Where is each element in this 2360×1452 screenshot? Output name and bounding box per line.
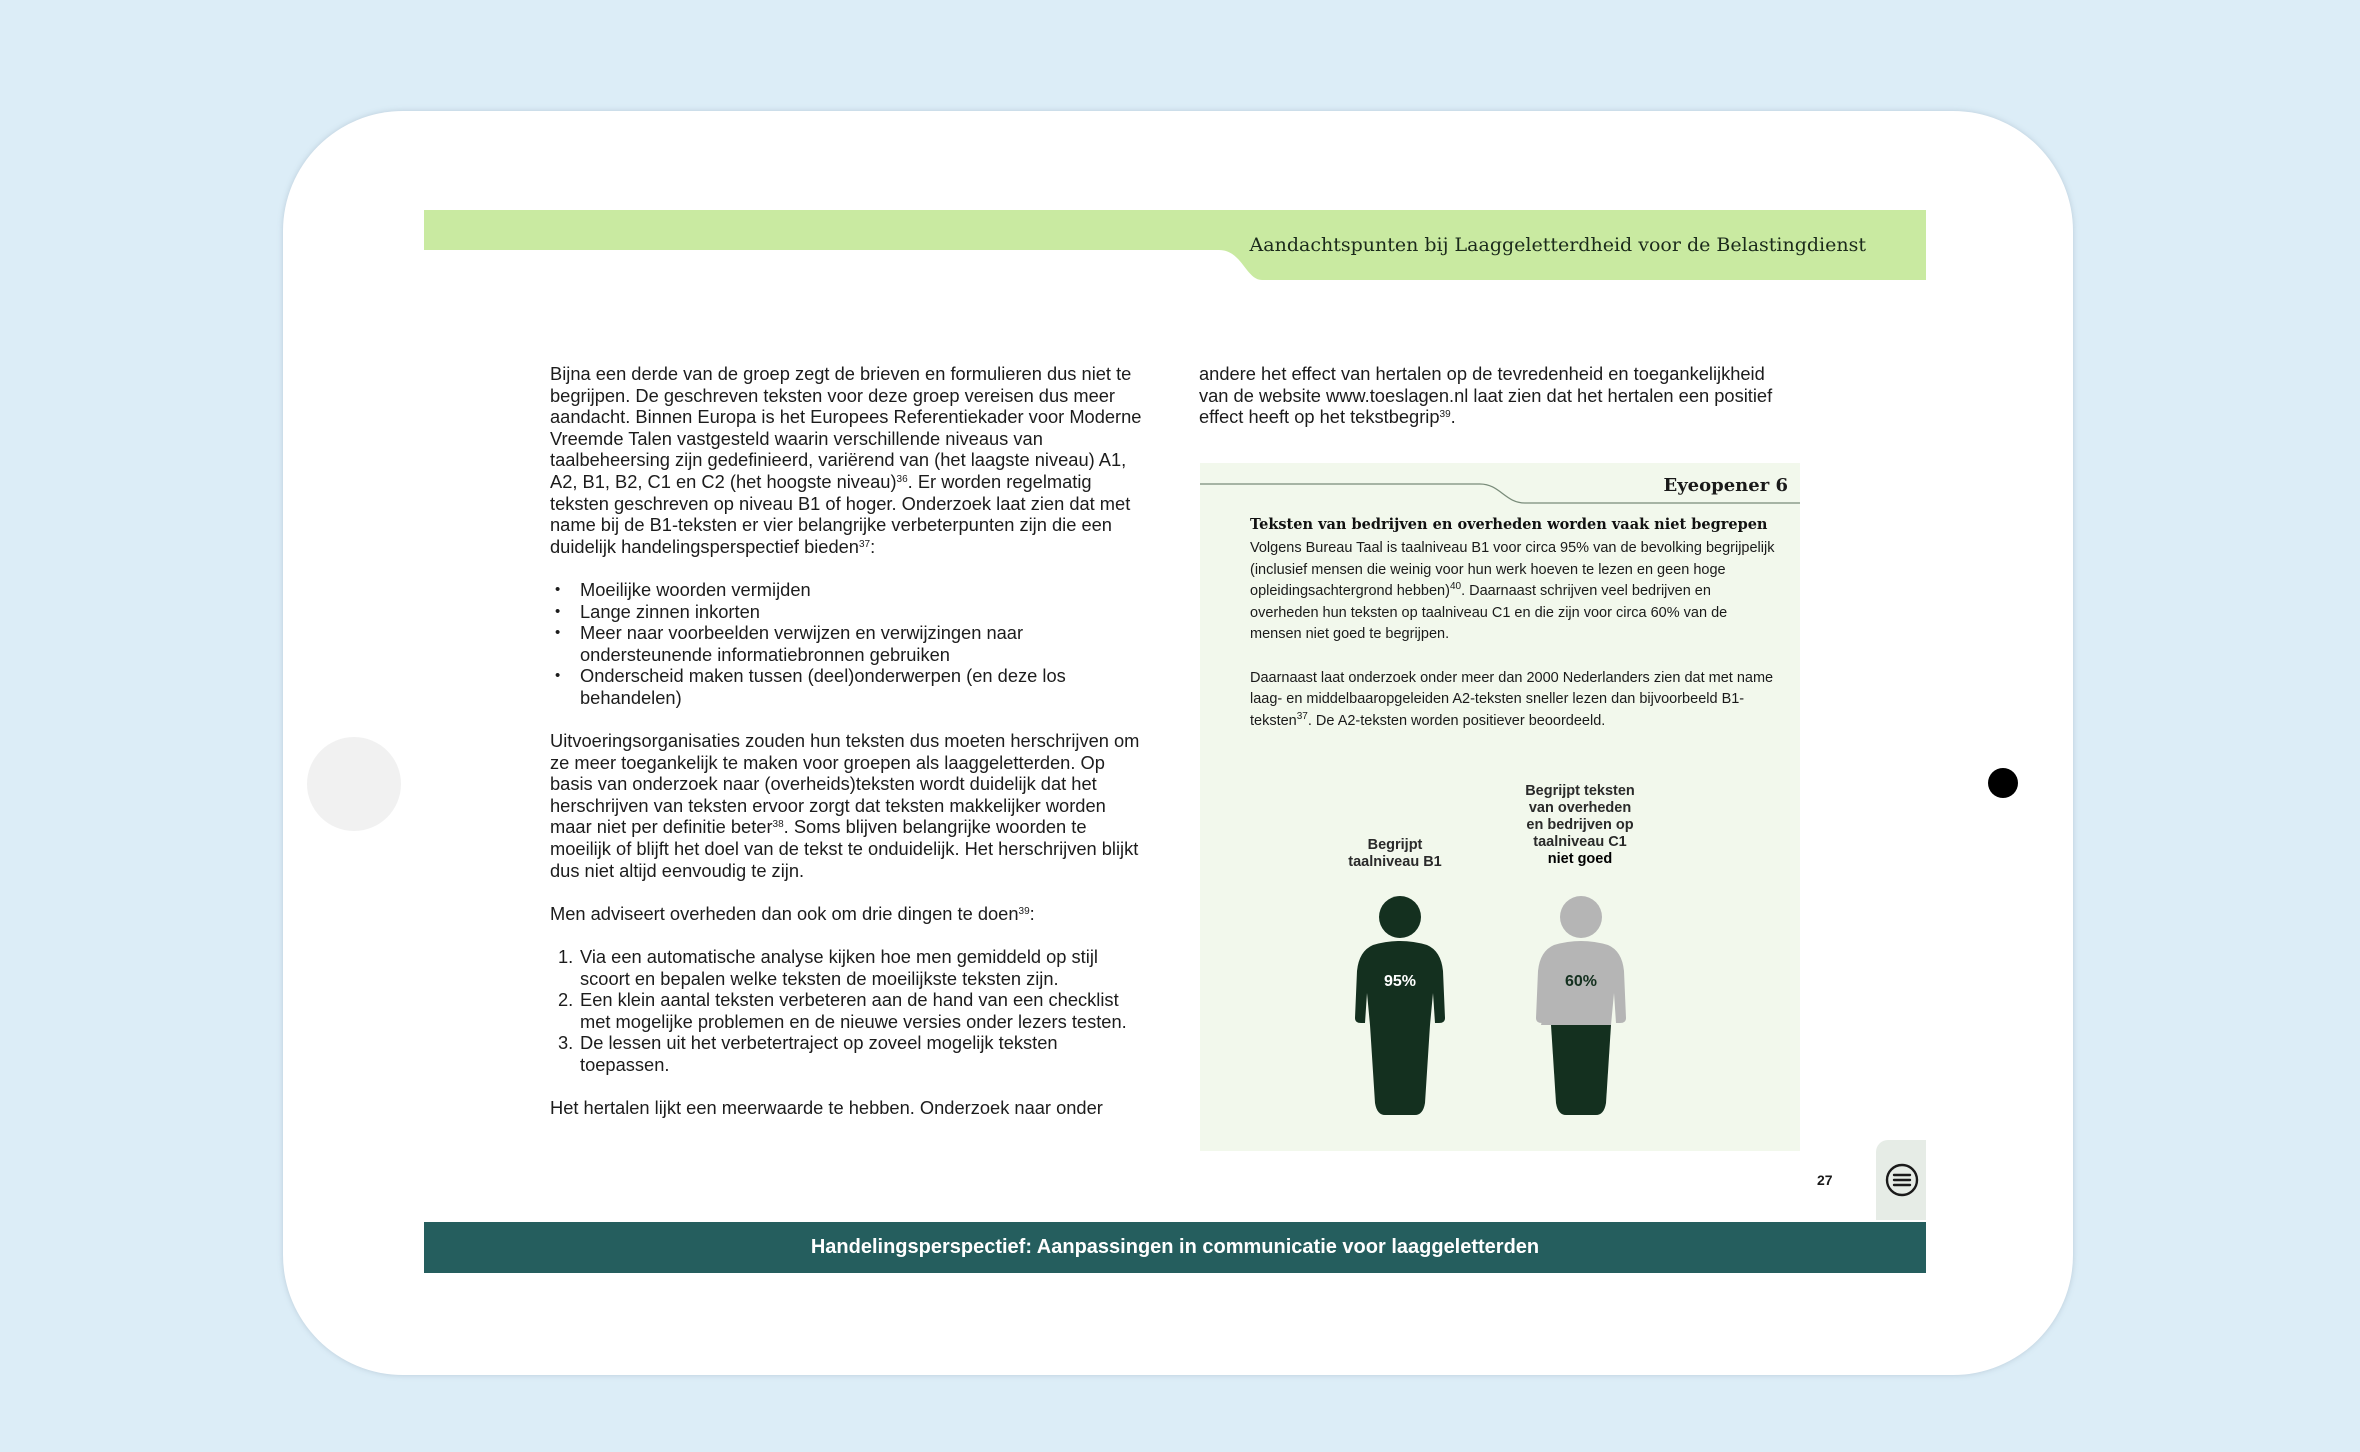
camera-dot [1988,768,2018,798]
list-item: 2. Een klein aantal teksten verbeteren aan de hand van een checklist met mogelijke problemen en de nieuwe versies onder lezers testen. [558,989,1127,1032]
figure-label-b1: Begrijpt taalniveau B1 [1348,837,1442,870]
paragraph-advice: Men adviseert overheden dan ook om drie dingen te doen$^{39}$: [550,902,1035,924]
improvement-list [550,579,1150,709]
document-page [424,210,1926,1273]
paragraph-effect: andere het effect van hertalen op de tevredenheid en toegankelijkheid van de website www.toeslagen.nl laat zien dat het hertalen een positief effect heeft op het tekstbegrip$^{39}$. [1199,363,1773,428]
list-item: • Meer naar voorbeelden verwijzen en verwijzingen naar ondersteunende informatiebronnen gebruiken [550,622,1150,665]
list-item: 3. De lessen uit het verbetertraject op zoveel mogelijk teksten toepassen. [558,1032,1058,1075]
home-button[interactable] [307,737,401,831]
eyeopener-heading: Teksten van bedrijven en overheden worden vaak niet begrepen [1250,516,1768,533]
eyeopener-label: Eyeopener 6 [1663,475,1788,496]
paragraph-rewrite: Uitvoeringsorganisaties zouden hun teksten dus moeten herschrijven om ze meer toegankelijk te maken voor groepen als laaggeletterden. Op basis van onderzoek naar (overheids)teksten wordt duidelijk dat het herschrijven van teksten ervoor zorgt dat teksten makkelijker worden maar niet per definitie beter$^{38}$. Soms blijven belangrijke woorden te moeilijk of blijft het doel van de tekst te onduidelijk. Het herschrijven blijkt dus niet altijd eenvoudig te zijn. [550,730,1140,881]
paragraph-intro: Bijna een derde van de groep zegt de brieven en formulieren dus niet te begrijpen. De geschreven teksten voor deze groep vereisen dus meer aandacht. Binnen Europa is het Europees Referentiekader voor Moderne Vreemde Talen vastgesteld waarin verschillende niveaus van taalbeheersing zijn gedefinieerd, variërend van (het laagste niveau) A1, A2, B1, B2, C1 en C2 (het hoogste niveau)$^{36}$. Er worden regelmatig teksten geschreven op niveau B1 of hoger. Onderzoek laat zien dat met name bij de B1-teksten er vier belangrijke verbeterpunten zijn die een duidelijk handelingsperspectief bieden$^{37}$: [550,363,1142,557]
list-item: • Lange zinnen inkorten [550,601,1150,623]
paragraph-translation: Het hertalen lijkt een meerwaarde te hebben. Onderzoek naar onder [550,1097,1103,1119]
eyeopener-box [1200,463,1800,1151]
menu-icon[interactable] [1884,1162,1920,1198]
figure-label-c1: Begrijpt teksten van overheden en bedrijven op taalniveau C1 niet goed [1525,783,1635,867]
person-c1-figure [1526,893,1636,1115]
left-column [550,363,1150,1119]
list-item: • Onderscheid maken tussen (deel)onderwerpen (en deze los behandelen) [550,665,1150,708]
list-item: 1. Via een automatische analyse kijken hoe men gemiddeld op stijl scoort en bepalen welke teksten de moeilijkste teksten zijn. [558,946,1098,989]
list-item: • Moeilijke woorden vermijden [550,579,1150,601]
advice-steps [550,946,1150,1076]
figure-pct-c1: 60% [1564,973,1598,990]
person-b1-figure [1345,893,1455,1115]
figure-pct-b1: 95% [1383,973,1417,990]
footer-bar: Handelingsperspectief: Aanpassingen in communicatie voor laaggeletterden [424,1222,1926,1273]
eyeopener-text: Volgens Bureau Taal is taalniveau B1 voor circa 95% van de bevolking begrijpelijk (inclusief mensen die weinig voor hun werk hoeven te lezen en geen hoge opleidingsachtergrond hebben)$^{40}$. Daarnaast schrijven veel bedrijven en overheden hun teksten op taalniveau C1 en die zijn voor circa 60% van de mensen niet goed te begrijpen. Daarnaast laat onderzoek onder meer dan 2000 Nederlanders zien dat met name laag- en middelbaaropgeleiden A2-teksten sneller lezen dan bijvoorbeeld B1-teksten$^{37}$. De A2-teksten worden positiever beoordeeld. [1250,540,1775,729]
right-column [1199,363,1799,428]
page-number: 27 [1817,1172,1833,1188]
menu-tab[interactable] [1876,1140,1926,1220]
header-title: Aandachtspunten bij Laaggeletterdheid voor de Belastingdienst [1249,234,1866,256]
